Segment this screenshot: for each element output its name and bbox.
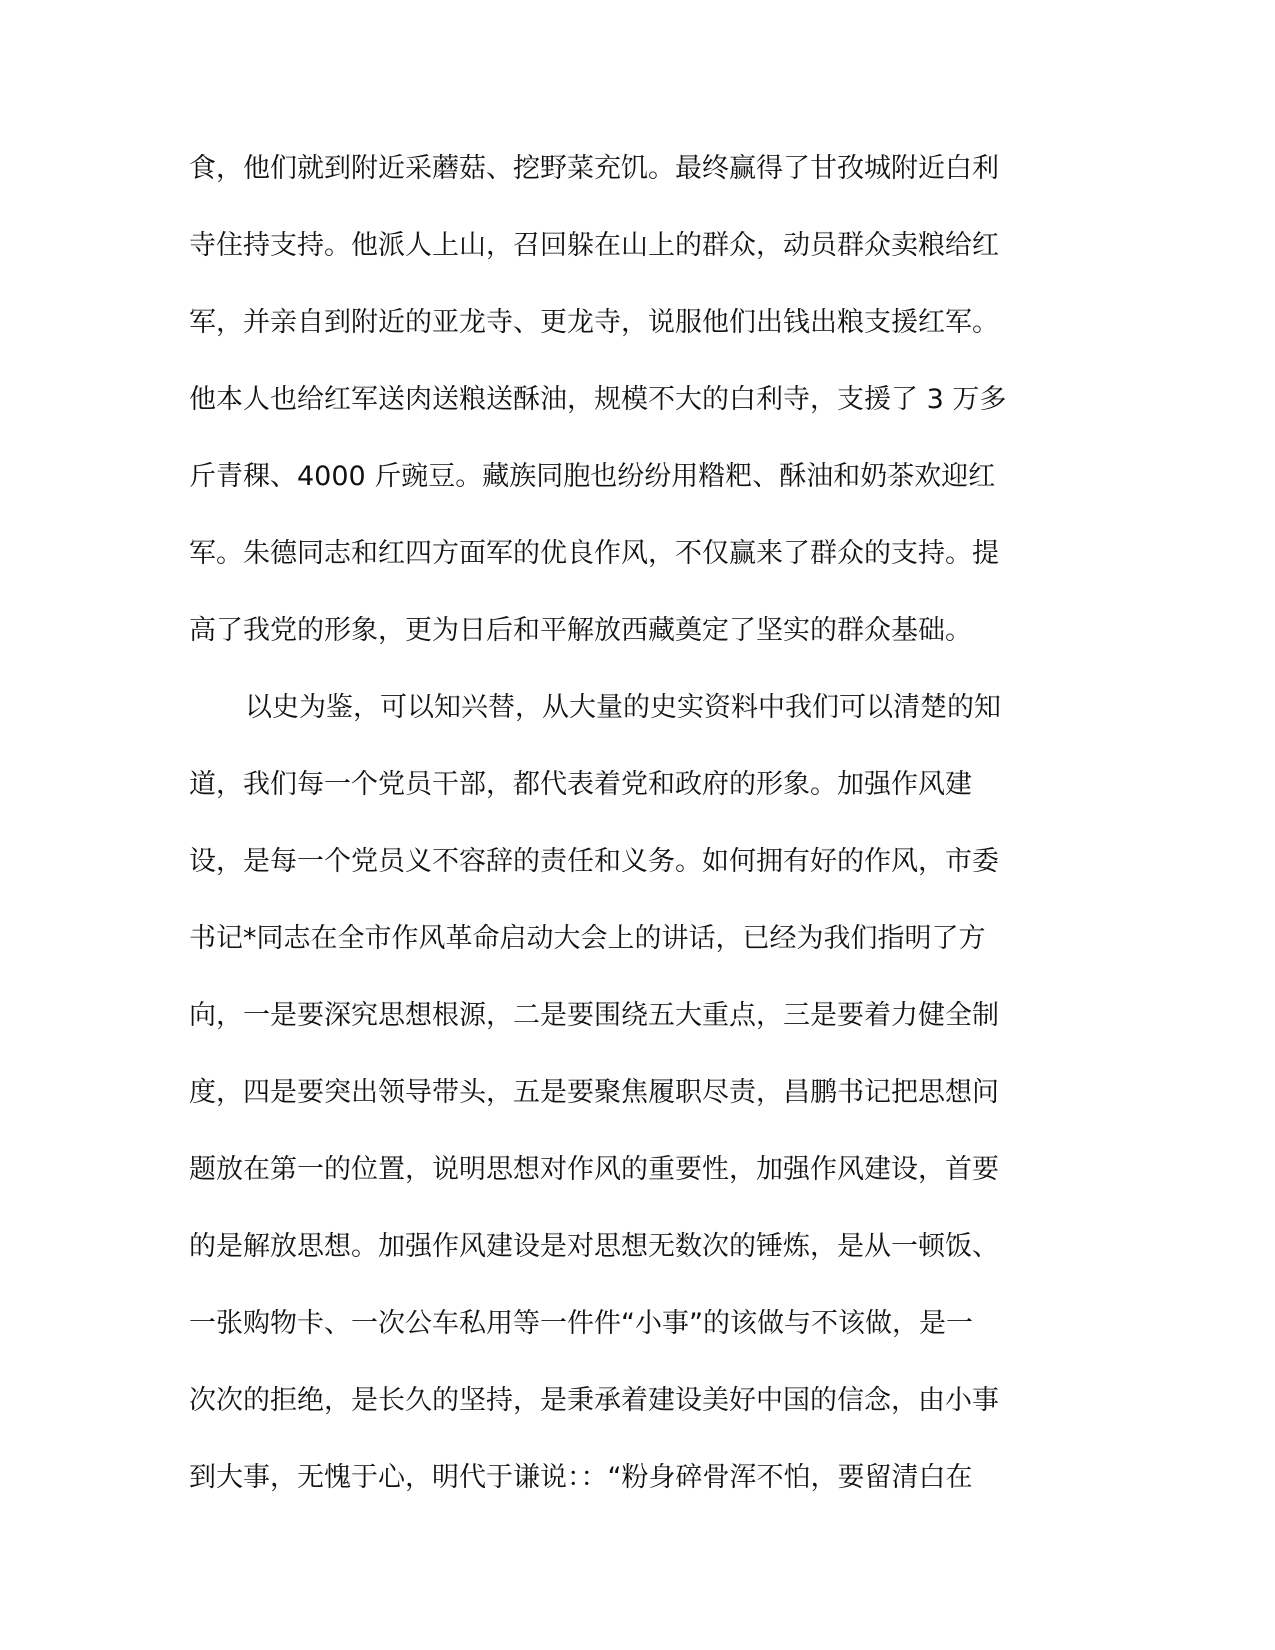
text-line: 斤青稞、4000 斤豌豆。藏族同胞也纷纷用糌粑、酥油和奶茶欢迎红: [189, 461, 996, 492]
text-line: 向，一是要深究思想根源，二是要围绕五大重点，三是要着力健全制: [189, 1000, 999, 1031]
text-line: 寺住持支持。他派人上山，召回躲在山上的群众，动员群众卖粮给红: [189, 230, 999, 261]
text-line: 书记*同志在全市作风革命启动大会上的讲话，已经为我们指明了方: [189, 923, 986, 954]
body-text: [189, 130, 1069, 1516]
text-line: 设，是每一个党员义不容辞的责任和义务。如何拥有好的作风，市委: [189, 846, 999, 877]
text-line: 次次的拒绝，是长久的坚持，是秉承着建设美好中国的信念，由小事: [189, 1385, 999, 1416]
text-line: 度，四是要突出领导带头，五是要聚焦履职尽责，昌鹏书记把思想问: [189, 1077, 999, 1108]
text-line: 食，他们就到附近采蘑菇、挖野菜充饥。最终赢得了甘孜城附近白利: [189, 153, 999, 184]
text-line: 的是解放思想。加强作风建设是对思想无数次的锤炼，是从一顿饭、: [189, 1231, 999, 1262]
text-line: 到大事，无愧于心，明代于谦说：：“粉身碎骨浑不怕，要留清白在: [189, 1462, 973, 1493]
text-line: 题放在第一的位置，说明思想对作风的重要性，加强作风建设，首要: [189, 1154, 999, 1185]
text-line: 高了我党的形象，更为日后和平解放西藏奠定了坚实的群众基础。: [189, 615, 972, 646]
text-line: 一张购物卡、一次公车私用等一件件“小事”的该做与不该做，是一: [189, 1308, 973, 1339]
paragraph-first-line: 以史为鉴，可以知兴替，从大量的史实资料中我们可以清楚的知: [245, 692, 1001, 723]
text-line: 军。朱德同志和红四方面军的优良作风，不仅赢来了群众的支持。提: [189, 538, 999, 569]
text-line: 军，并亲自到附近的亚龙寺、更龙寺，说服他们出钱出粮支援红军。: [189, 307, 999, 338]
text-line: 他本人也给红军送肉送粮送酥油，规模不大的白利寺，支援了 3 万多: [189, 384, 1007, 415]
text-line: 道，我们每一个党员干部，都代表着党和政府的形象。加强作风建: [189, 769, 972, 800]
